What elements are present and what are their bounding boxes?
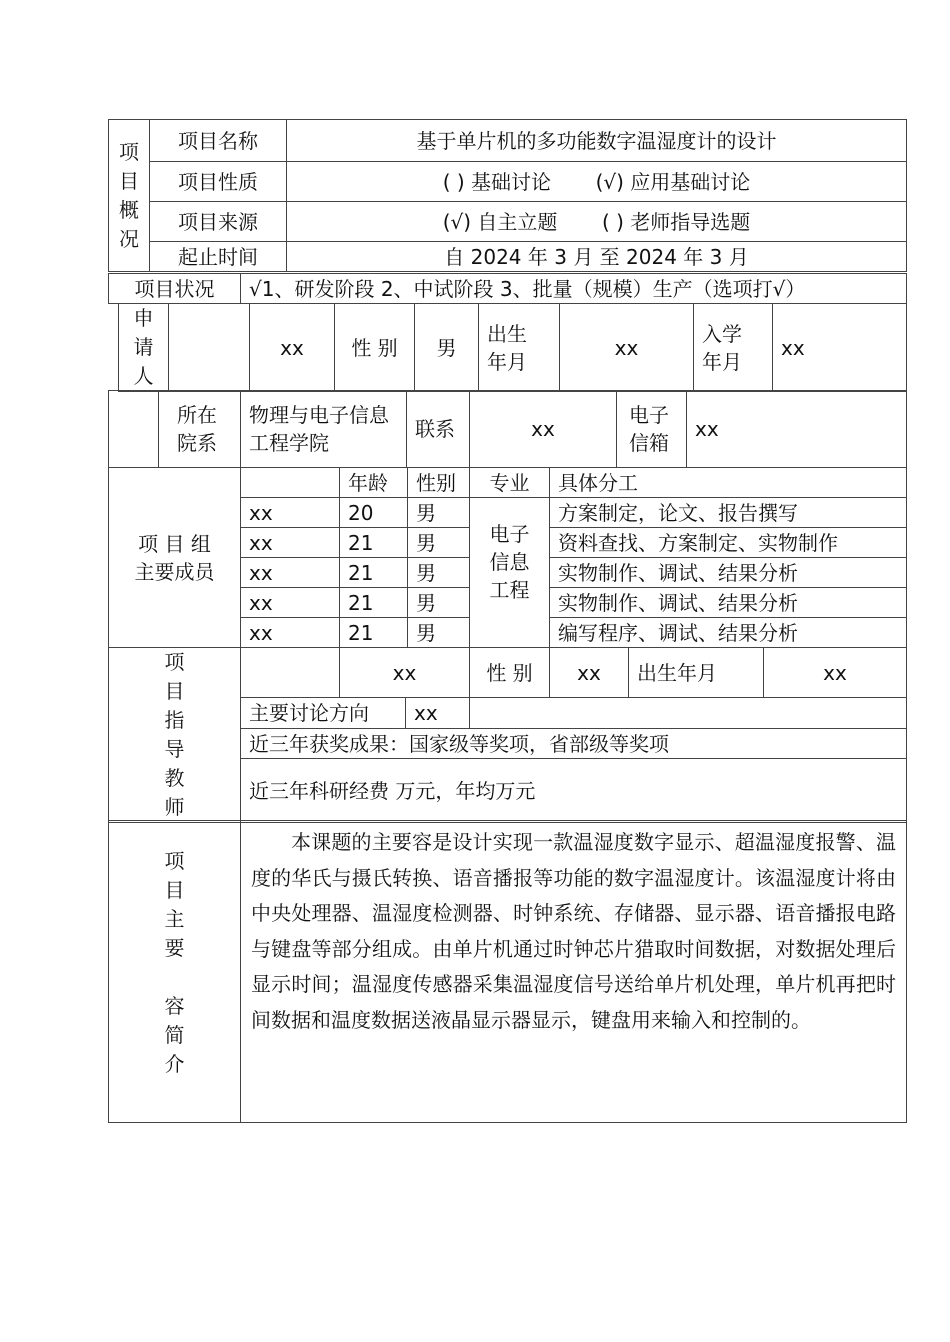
nature-option-basic: ( ) 基础讨论	[442, 169, 552, 194]
advisor-side-label: 项 目 指 导 教 师	[109, 648, 241, 823]
advisor-birth-label: 出生年月	[629, 648, 764, 698]
members-major: 电子 信息 工程	[470, 498, 550, 648]
members-table	[108, 467, 907, 648]
project-name-value: 基于单片机的多功能数字温湿度计的设计	[287, 120, 907, 162]
member-duty: 编写程序、调试、结果分析	[550, 618, 907, 648]
applicant-name: xx	[250, 304, 335, 392]
advisor-name: xx	[340, 648, 470, 698]
member-name: xx	[241, 498, 340, 528]
member-name: xx	[241, 588, 340, 618]
project-nature-label: 项目性质	[150, 162, 287, 202]
applicant-gender-value: 男	[415, 304, 479, 392]
member-age: 21	[340, 618, 408, 648]
advisor-direction-value: xx	[414, 701, 438, 725]
applicant-dept-table	[108, 390, 907, 468]
member-name: xx	[241, 528, 340, 558]
status-value: √1、研发阶段 2、中试阶段 3、批量（规模）生产（选项打√）	[241, 274, 907, 304]
member-age: 20	[340, 498, 408, 528]
member-name: xx	[241, 558, 340, 588]
advisor-awards: 近三年获奖成果：国家级等奖项，省部级等奖项	[241, 729, 907, 759]
status-label: 项目状况	[109, 274, 241, 304]
members-header-name	[241, 468, 340, 498]
member-duty: 实物制作、调试、结果分析	[550, 588, 907, 618]
member-gender: 男	[408, 618, 470, 648]
applicant-enroll-label: 入学 年月	[694, 304, 773, 392]
advisor-gender-value: xx	[550, 648, 629, 698]
member-gender: 男	[408, 528, 470, 558]
members-header-major: 专业	[470, 468, 550, 498]
member-duty: 资料查找、方案制定、实物制作	[550, 528, 907, 558]
member-age: 21	[340, 588, 408, 618]
advisor-name-label-empty	[241, 648, 340, 698]
email-value: xx	[687, 391, 907, 468]
advisor-direction-row	[241, 698, 470, 729]
member-gender: 男	[408, 498, 470, 528]
project-status-table	[108, 273, 907, 304]
dept-side-empty	[109, 391, 159, 468]
project-source-options	[287, 202, 907, 242]
project-source-label: 项目来源	[150, 202, 287, 242]
source-option-self: (√) 自主立题	[442, 209, 558, 234]
dept-value: 物理与电子信息工程学院	[241, 391, 407, 468]
project-name-label: 项目名称	[150, 120, 287, 162]
applicant-gender-label: 性 别	[335, 304, 415, 392]
nature-option-applied: (√) 应用基础讨论	[595, 169, 751, 194]
advisor-birth-value: xx	[764, 648, 907, 698]
email-label: 电子 信箱	[617, 391, 687, 468]
summary-text: 本课题的主要容是设计实现一款温湿度数字显示、超温湿度报警、温度的华氏与摄氏转换、语音播报等功能的数字温湿度计。该温湿度计将由中央处理器、温湿度检测器、时钟系统、存储器、显示器、语音播报电路与键盘等部分组成。由单片机通过时钟芯片猎取时间数据，对数据处理后显示时间；温湿度传感器采集温湿度信号送给单片机处理，单片机再把时间数据和温度数据送液晶显示器显示，键盘用来输入和控制的。	[241, 821, 907, 1123]
applicant-table	[118, 303, 907, 392]
member-age: 21	[340, 528, 408, 558]
overview-side-label: 项 目 概 况	[109, 120, 150, 272]
advisor-direction-label: 主要讨论方向	[241, 698, 406, 728]
member-gender: 男	[408, 558, 470, 588]
advisor-table	[108, 647, 907, 823]
members-side-label: 项 目 组 主要成员	[109, 468, 241, 648]
project-nature-options	[287, 162, 907, 202]
members-header-gender: 性别	[408, 468, 470, 498]
advisor-funding: 近三年科研经费 万元，年均万元	[241, 759, 907, 823]
advisor-gender-label: 性 别	[470, 648, 550, 698]
applicant-birth-value: xx	[560, 304, 694, 392]
applicant-enroll-value: xx	[773, 304, 907, 392]
project-overview-table	[108, 119, 907, 272]
summary-table	[108, 820, 907, 1123]
member-age: 21	[340, 558, 408, 588]
period-value: 自 2024 年 3 月 至 2024 年 3 月	[287, 242, 907, 272]
source-option-teacher: ( ) 老师指导选题	[601, 209, 751, 234]
applicant-name-label-empty	[169, 304, 250, 392]
summary-side-label: 项 目 主 要 容 简 介	[109, 821, 241, 1123]
applicant-birth-label: 出生 年月	[479, 304, 560, 392]
member-duty: 方案制定，论文、报告撰写	[550, 498, 907, 528]
member-gender: 男	[408, 588, 470, 618]
member-duty: 实物制作、调试、结果分析	[550, 558, 907, 588]
members-header-duty: 具体分工	[550, 468, 907, 498]
applicant-side-label: 申 请 人	[119, 304, 169, 392]
contact-value: xx	[470, 391, 617, 468]
member-name: xx	[241, 618, 340, 648]
dept-label: 所在 院系	[159, 391, 241, 468]
contact-label: 联系	[407, 391, 470, 468]
period-label: 起止时间	[150, 242, 287, 272]
members-header-age: 年龄	[340, 468, 408, 498]
advisor-direction-rest	[470, 698, 907, 729]
